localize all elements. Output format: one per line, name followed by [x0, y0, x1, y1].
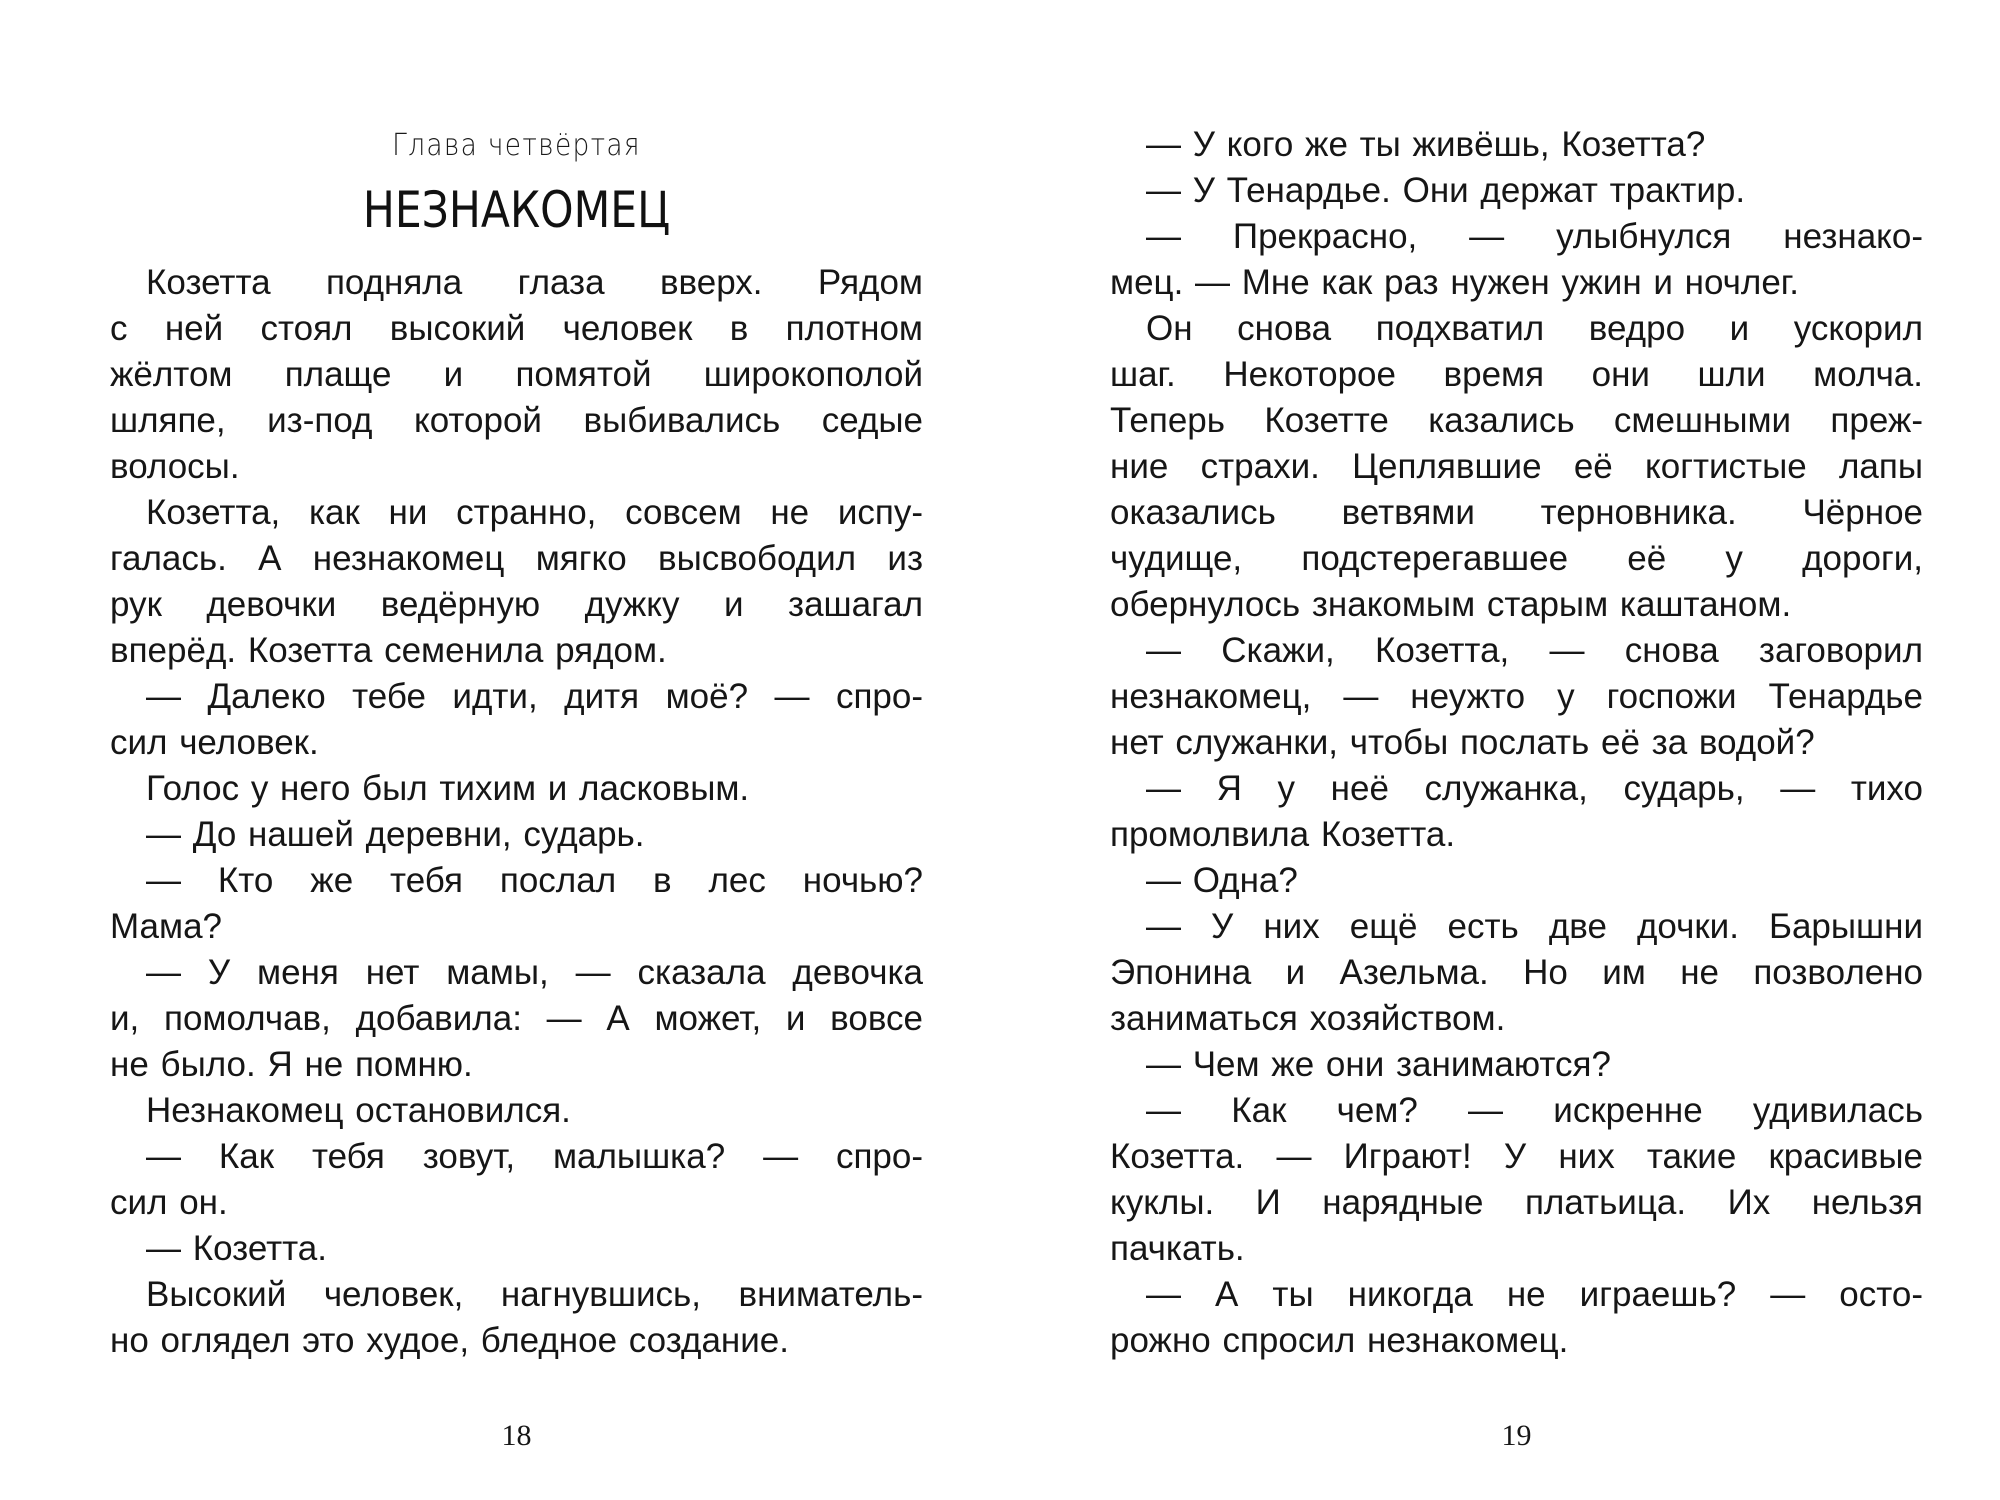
text-line: Козетта, как ни странно, совсем не испу-	[146, 493, 923, 532]
text-line: Голос у него был тихим и ласковым.	[146, 769, 750, 808]
chapter-title: НЕЗНАКОМЕЦ	[362, 181, 671, 239]
chapter-label: Глава четвёртая	[392, 128, 641, 163]
text-line: куклы. И нарядные платьица. Их нельзя	[1110, 1183, 1923, 1222]
text-line: — До нашей деревни, сударь.	[146, 815, 645, 854]
text-line: Эпонина и Азельма. Но им не позволено	[1110, 953, 1923, 992]
page-number-left: 18	[501, 1419, 532, 1452]
text-line: — Одна?	[1146, 861, 1298, 900]
text-line: Высокий человек, нагнувшись, вниматель-	[146, 1275, 923, 1314]
text-line: — Козетта.	[146, 1229, 327, 1268]
text-line: рук девочки ведёрную дужку и зашагал	[110, 585, 923, 624]
text-line: галась. А незнакомец мягко высвободил из	[110, 539, 923, 578]
text-line: с ней стоял высокий человек в плотном	[110, 309, 923, 348]
text-line: оказались ветвями терновника. Чёрное	[1110, 493, 1923, 532]
text-line: — У меня нет мамы, — сказала девочка	[146, 953, 923, 992]
right-page	[1110, 0, 1923, 1500]
text-line: рожно спросил незнакомец.	[1110, 1321, 1569, 1360]
text-line: вперёд. Козетта семенила рядом.	[110, 631, 667, 670]
text-line: пачкать.	[1110, 1229, 1245, 1268]
text-line: обернулось знакомым старым каштаном.	[1110, 585, 1792, 624]
text-line: Мама?	[110, 907, 223, 946]
text-line: Козетта. — Играют! У них такие красивые	[1110, 1137, 1923, 1176]
text-line: нет служанки, чтобы послать её за водой?	[1110, 723, 1815, 762]
text-line: Козетта подняла глаза вверх. Рядом	[146, 263, 923, 302]
text-line: не было. Я не помню.	[110, 1045, 473, 1084]
text-line: Он снова подхватил ведро и ускорил	[1146, 309, 1923, 348]
text-line: ние страхи. Цеплявшие её когтистые лапы	[1110, 447, 1923, 486]
text-line: — Кто же тебя послал в лес ночью?	[146, 861, 923, 900]
text-line: — У Тенардье. Они держат трактир.	[1146, 171, 1746, 210]
text-line: чудище, подстерегавшее её у дороги,	[1110, 539, 1923, 578]
left-page	[110, 0, 923, 1500]
text-line: — Как чем? — искренне удивилась	[1146, 1091, 1923, 1130]
text-line: — Как тебя зовут, малышка? — спро-	[146, 1137, 923, 1176]
text-line: — А ты никогда не играешь? — осто-	[1146, 1275, 1923, 1314]
text-line: — Скажи, Козетта, — снова заговорил	[1146, 631, 1923, 670]
text-line: — Я у неё служанка, сударь, — тихо	[1146, 769, 1923, 808]
page-number-right: 19	[1501, 1419, 1532, 1452]
text-line: шляпе, из-под которой выбивались седые	[110, 401, 923, 440]
text-line: жёлтом плаще и помятой широкополой	[110, 355, 923, 394]
left-page-body	[110, 260, 923, 1364]
text-line: — Далеко тебе идти, дитя моё? — спро-	[146, 677, 923, 716]
text-line: и, помолчав, добавила: — А может, и вовсе	[110, 999, 923, 1038]
text-line: незнакомец, — неужто у госпожи Тенардье	[1110, 677, 1923, 716]
right-page-body	[1110, 122, 1923, 1364]
text-line: шаг. Некоторое время они шли молча.	[1110, 355, 1923, 394]
text-line: но оглядел это худое, бледное создание.	[110, 1321, 789, 1360]
text-line: промолвила Козетта.	[1110, 815, 1456, 854]
text-line: — У кого же ты живёшь, Козетта?	[1146, 125, 1706, 164]
text-line: Теперь Козетте казались смешными преж-	[1110, 401, 1923, 440]
text-line: — Прекрасно, — улыбнулся незнако-	[1146, 217, 1923, 256]
text-line: сил человек.	[110, 723, 319, 762]
text-line: — Чем же они занимаются?	[1146, 1045, 1611, 1084]
text-line: сил он.	[110, 1183, 228, 1222]
text-line: заниматься хозяйством.	[1110, 999, 1506, 1038]
text-line: мец. — Мне как раз нужен ужин и ночлег.	[1110, 263, 1800, 302]
text-line: — У них ещё есть две дочки. Барышни	[1146, 907, 1923, 946]
text-line: волосы.	[110, 447, 240, 486]
text-line: Незнакомец остановился.	[146, 1091, 571, 1130]
